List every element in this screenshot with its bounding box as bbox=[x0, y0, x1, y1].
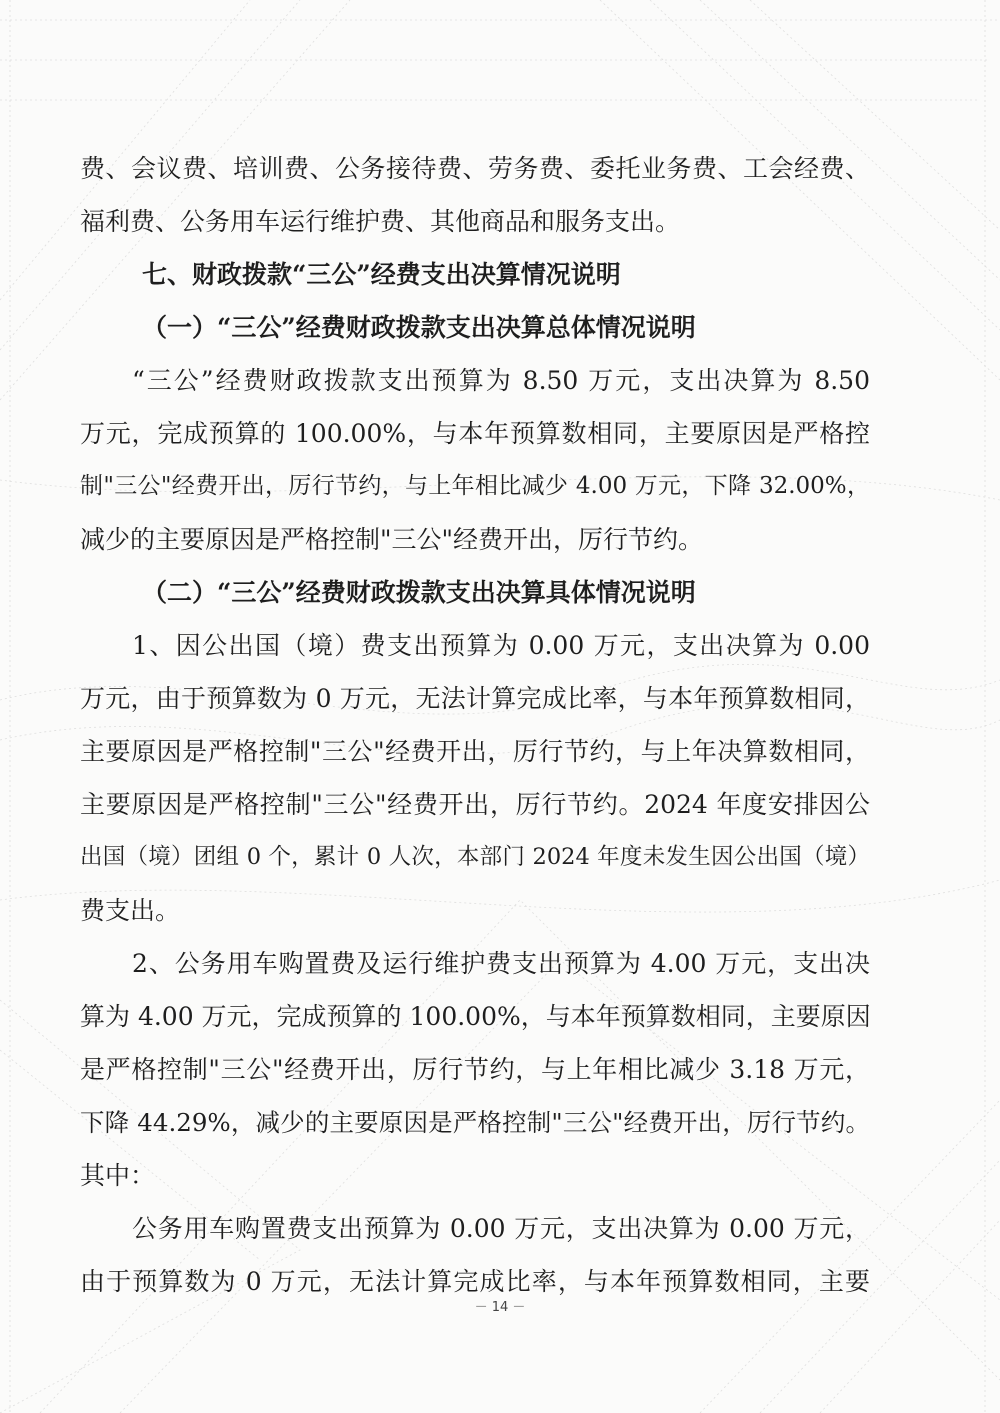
text-line: 公务用车购置费支出预算为 0.00 万元，支出决算为 0.00 万元， bbox=[132, 1214, 870, 1243]
text-line: 2、公务用车购置费及运行维护费支出预算为 4.00 万元，支出决 bbox=[132, 949, 870, 978]
section-heading: 七、财政拨款“三公”经费支出决算情况说明 bbox=[142, 260, 621, 289]
text-line: 福利费、公务用车运行维护费、其他商品和服务支出。 bbox=[80, 207, 681, 236]
text-line: “三公”经费财政拨款支出预算为 8.50 万元，支出决算为 8.50 bbox=[132, 366, 870, 395]
text-line: 其中： bbox=[80, 1161, 156, 1190]
text-line: 万元，由于预算数为 0 万元，无法计算完成比率，与本年预算数相同， bbox=[80, 684, 870, 713]
text-line: 万元，完成预算的 100.00%，与本年预算数相同，主要原因是严格控 bbox=[80, 419, 870, 448]
subsection-heading: （一）“三公”经费财政拨款支出决算总体情况说明 bbox=[142, 313, 696, 342]
text-line: 主要原因是严格控制"三公"经费开出，厉行节约，与上年决算数相同， bbox=[80, 737, 870, 766]
text-line: 算为 4.00 万元，完成预算的 100.00%，与本年预算数相同，主要原因 bbox=[80, 1002, 871, 1031]
text-line: 减少的主要原因是严格控制"三公"经费开出，厉行节约。 bbox=[80, 525, 704, 554]
page-number: － 14 － bbox=[474, 1300, 526, 1315]
subsection-heading: （二）“三公”经费财政拨款支出决算具体情况说明 bbox=[142, 578, 696, 607]
text-line: 1、因公出国（境）费支出预算为 0.00 万元，支出决算为 0.00 bbox=[132, 631, 870, 660]
text-line: 出国（境）团组 0 个，累计 0 人次，本部门 2024 年度未发生因公出国（境） bbox=[80, 844, 870, 870]
text-line: 主要原因是严格控制"三公"经费开出，厉行节约。2024 年度安排因公 bbox=[80, 790, 870, 819]
text-line: 由于预算数为 0 万元，无法计算完成比率，与本年预算数相同，主要 bbox=[80, 1267, 870, 1296]
text-line: 费、会议费、培训费、公务接待费、劳务费、委托业务费、工会经费、 bbox=[80, 154, 870, 183]
text-line: 制"三公"经费开出，厉行节约，与上年相比减少 4.00 万元，下降 32.00%， bbox=[80, 473, 870, 499]
text-line: 下降 44.29%，减少的主要原因是严格控制"三公"经费开出，厉行节约。 bbox=[80, 1108, 870, 1137]
text-line: 是严格控制"三公"经费开出，厉行节约，与上年相比减少 3.18 万元， bbox=[80, 1055, 870, 1084]
text-line: 费支出。 bbox=[80, 896, 181, 925]
document-body bbox=[80, 142, 870, 1308]
